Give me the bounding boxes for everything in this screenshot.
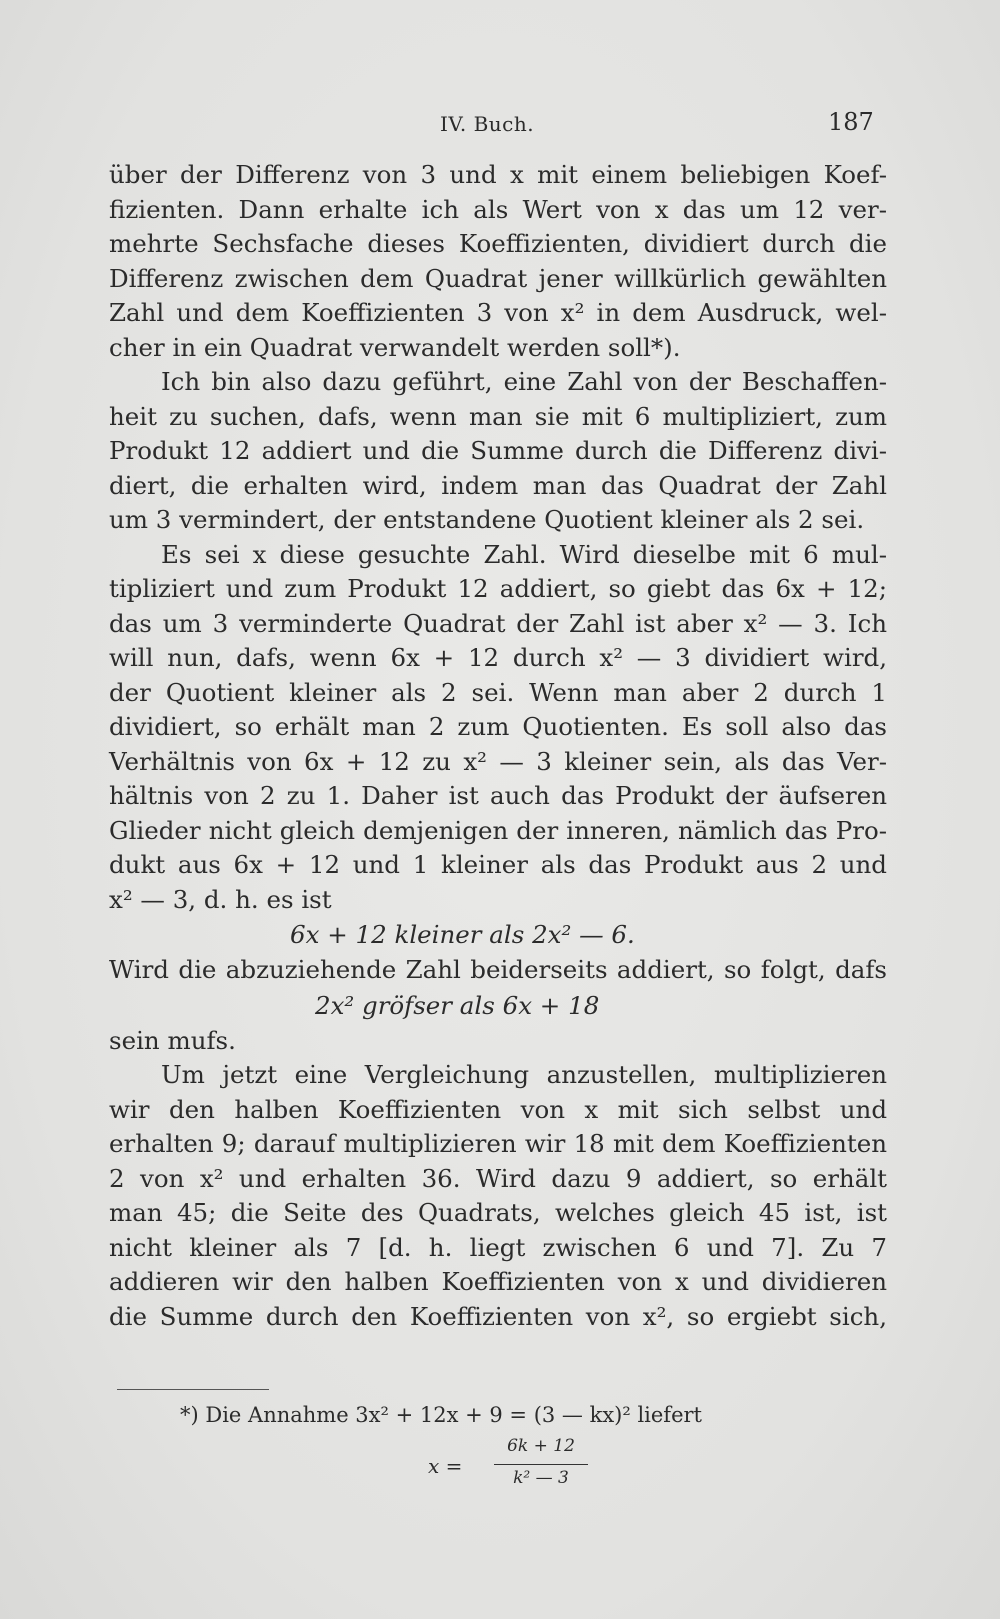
text-line: Glieder nicht gleich demjenigen der inneren, nämlich das Pro- [109, 815, 887, 845]
text-line: man 45; die Seite des Quadrats, welches gleich 45 ist, ist [109, 1198, 887, 1227]
text-line: cher in ein Quadrat verwandelt werden soll*). [109, 332, 681, 362]
text-line: addieren wir den halben Koeffizienten von x und dividieren [109, 1267, 887, 1296]
inequality-formula: 6x + 12 kleiner als 2x² — 6. [290, 920, 635, 949]
text-line: fizienten. Dann erhalte ich als Wert von x das um 12 ver- [109, 194, 887, 224]
text-line: erhalten 9; darauf multiplizieren wir 18 mit dem Koeffizienten [109, 1129, 887, 1158]
text-line: über der Differenz von 3 und x mit einem beliebigen Koef- [109, 160, 887, 189]
fraction-numerator: 6k + 12 [507, 1436, 575, 1456]
text-line: diert, die erhalten wird, indem man das Quadrat der Zahl [109, 470, 887, 500]
text-line: Verhältnis von 6x + 12 zu x² — 3 kleiner sein, als das Ver- [109, 746, 887, 776]
text-line: heit zu suchen, dafs, wenn man sie mit 6 multipliziert, zum [109, 401, 887, 431]
text-line: mehrte Sechsfache dieses Koeffizienten, dividiert durch die [109, 229, 887, 258]
text-line: der Quotient kleiner als 2 sei. Wenn man aber 2 durch 1 [109, 677, 887, 707]
text-line: wir den halben Koeffizienten von x mit sich selbst und [109, 1094, 887, 1124]
text-line: Zahl und dem Koeffizienten 3 von x² in dem Ausdruck, wel- [109, 298, 887, 327]
text-line: Produkt 12 addiert und die Summe durch die Differenz divi- [109, 436, 887, 465]
footnote-rule [117, 1389, 269, 1390]
page-number: 187 [828, 108, 874, 136]
text-line: die Summe durch den Koeffizienten von x², so ergiebt sich, [109, 1301, 887, 1331]
text-line: dividiert, so erhält man 2 zum Quotienten. Es soll also das [109, 712, 887, 741]
text-line: nicht kleiner als 7 [d. h. liegt zwischen 6 und 7]. Zu 7 [109, 1232, 887, 1262]
text-line: hältnis von 2 zu 1. Daher ist auch das Produkt der äufseren [109, 781, 887, 810]
text-line: Differenz zwischen dem Quadrat jener willkürlich gewählten [109, 263, 887, 293]
body-text [109, 158, 887, 1334]
text-line: 2 von x² und erhalten 36. Wird dazu 9 addiert, so erhält [109, 1163, 887, 1193]
text-line: Wird die abzuziehende Zahl beiderseits addiert, so folgt, dafs [109, 955, 887, 984]
paragraph-start: Ich bin also dazu geführt, eine Zahl von der Beschaffen- [161, 367, 887, 396]
text-line: x² — 3, d. h. es ist [109, 884, 332, 914]
footnote-fraction [428, 1436, 608, 1500]
page-header [0, 108, 1000, 144]
text-line: will nun, dafs, wenn 6x + 12 durch x² — 3 dividiert wird, [109, 643, 887, 672]
running-head: IV. Buch. [440, 112, 535, 136]
text-line: dukt aus 6x + 12 und 1 kleiner als das Produkt aus 2 und [109, 850, 887, 879]
inequality-formula: 2x² gröfser als 6x + 18 [315, 990, 600, 1020]
text-line: sein mufs. [109, 1025, 236, 1055]
paragraph-start: Um jetzt eine Vergleichung anzustellen, multiplizieren [161, 1060, 887, 1089]
text-line: tipliziert und zum Produkt 12 addiert, so giebt das 6x + 12; [109, 574, 887, 603]
footnote: *) Die Annahme 3x² + 12x + 9 = (3 — kx)² liefert [180, 1403, 702, 1427]
text-line: um 3 vermindert, der entstandene Quotient kleiner als 2 sei. [109, 505, 865, 534]
text-line: das um 3 verminderte Quadrat der Zahl ist aber x² — 3. Ich [109, 608, 887, 638]
fraction-denominator: k² — 3 [513, 1468, 569, 1488]
fraction-lhs: x = [428, 1454, 463, 1478]
fraction-bar [494, 1464, 588, 1465]
paragraph-start: Es sei x diese gesuchte Zahl. Wird dieselbe mit 6 mul- [161, 539, 887, 569]
